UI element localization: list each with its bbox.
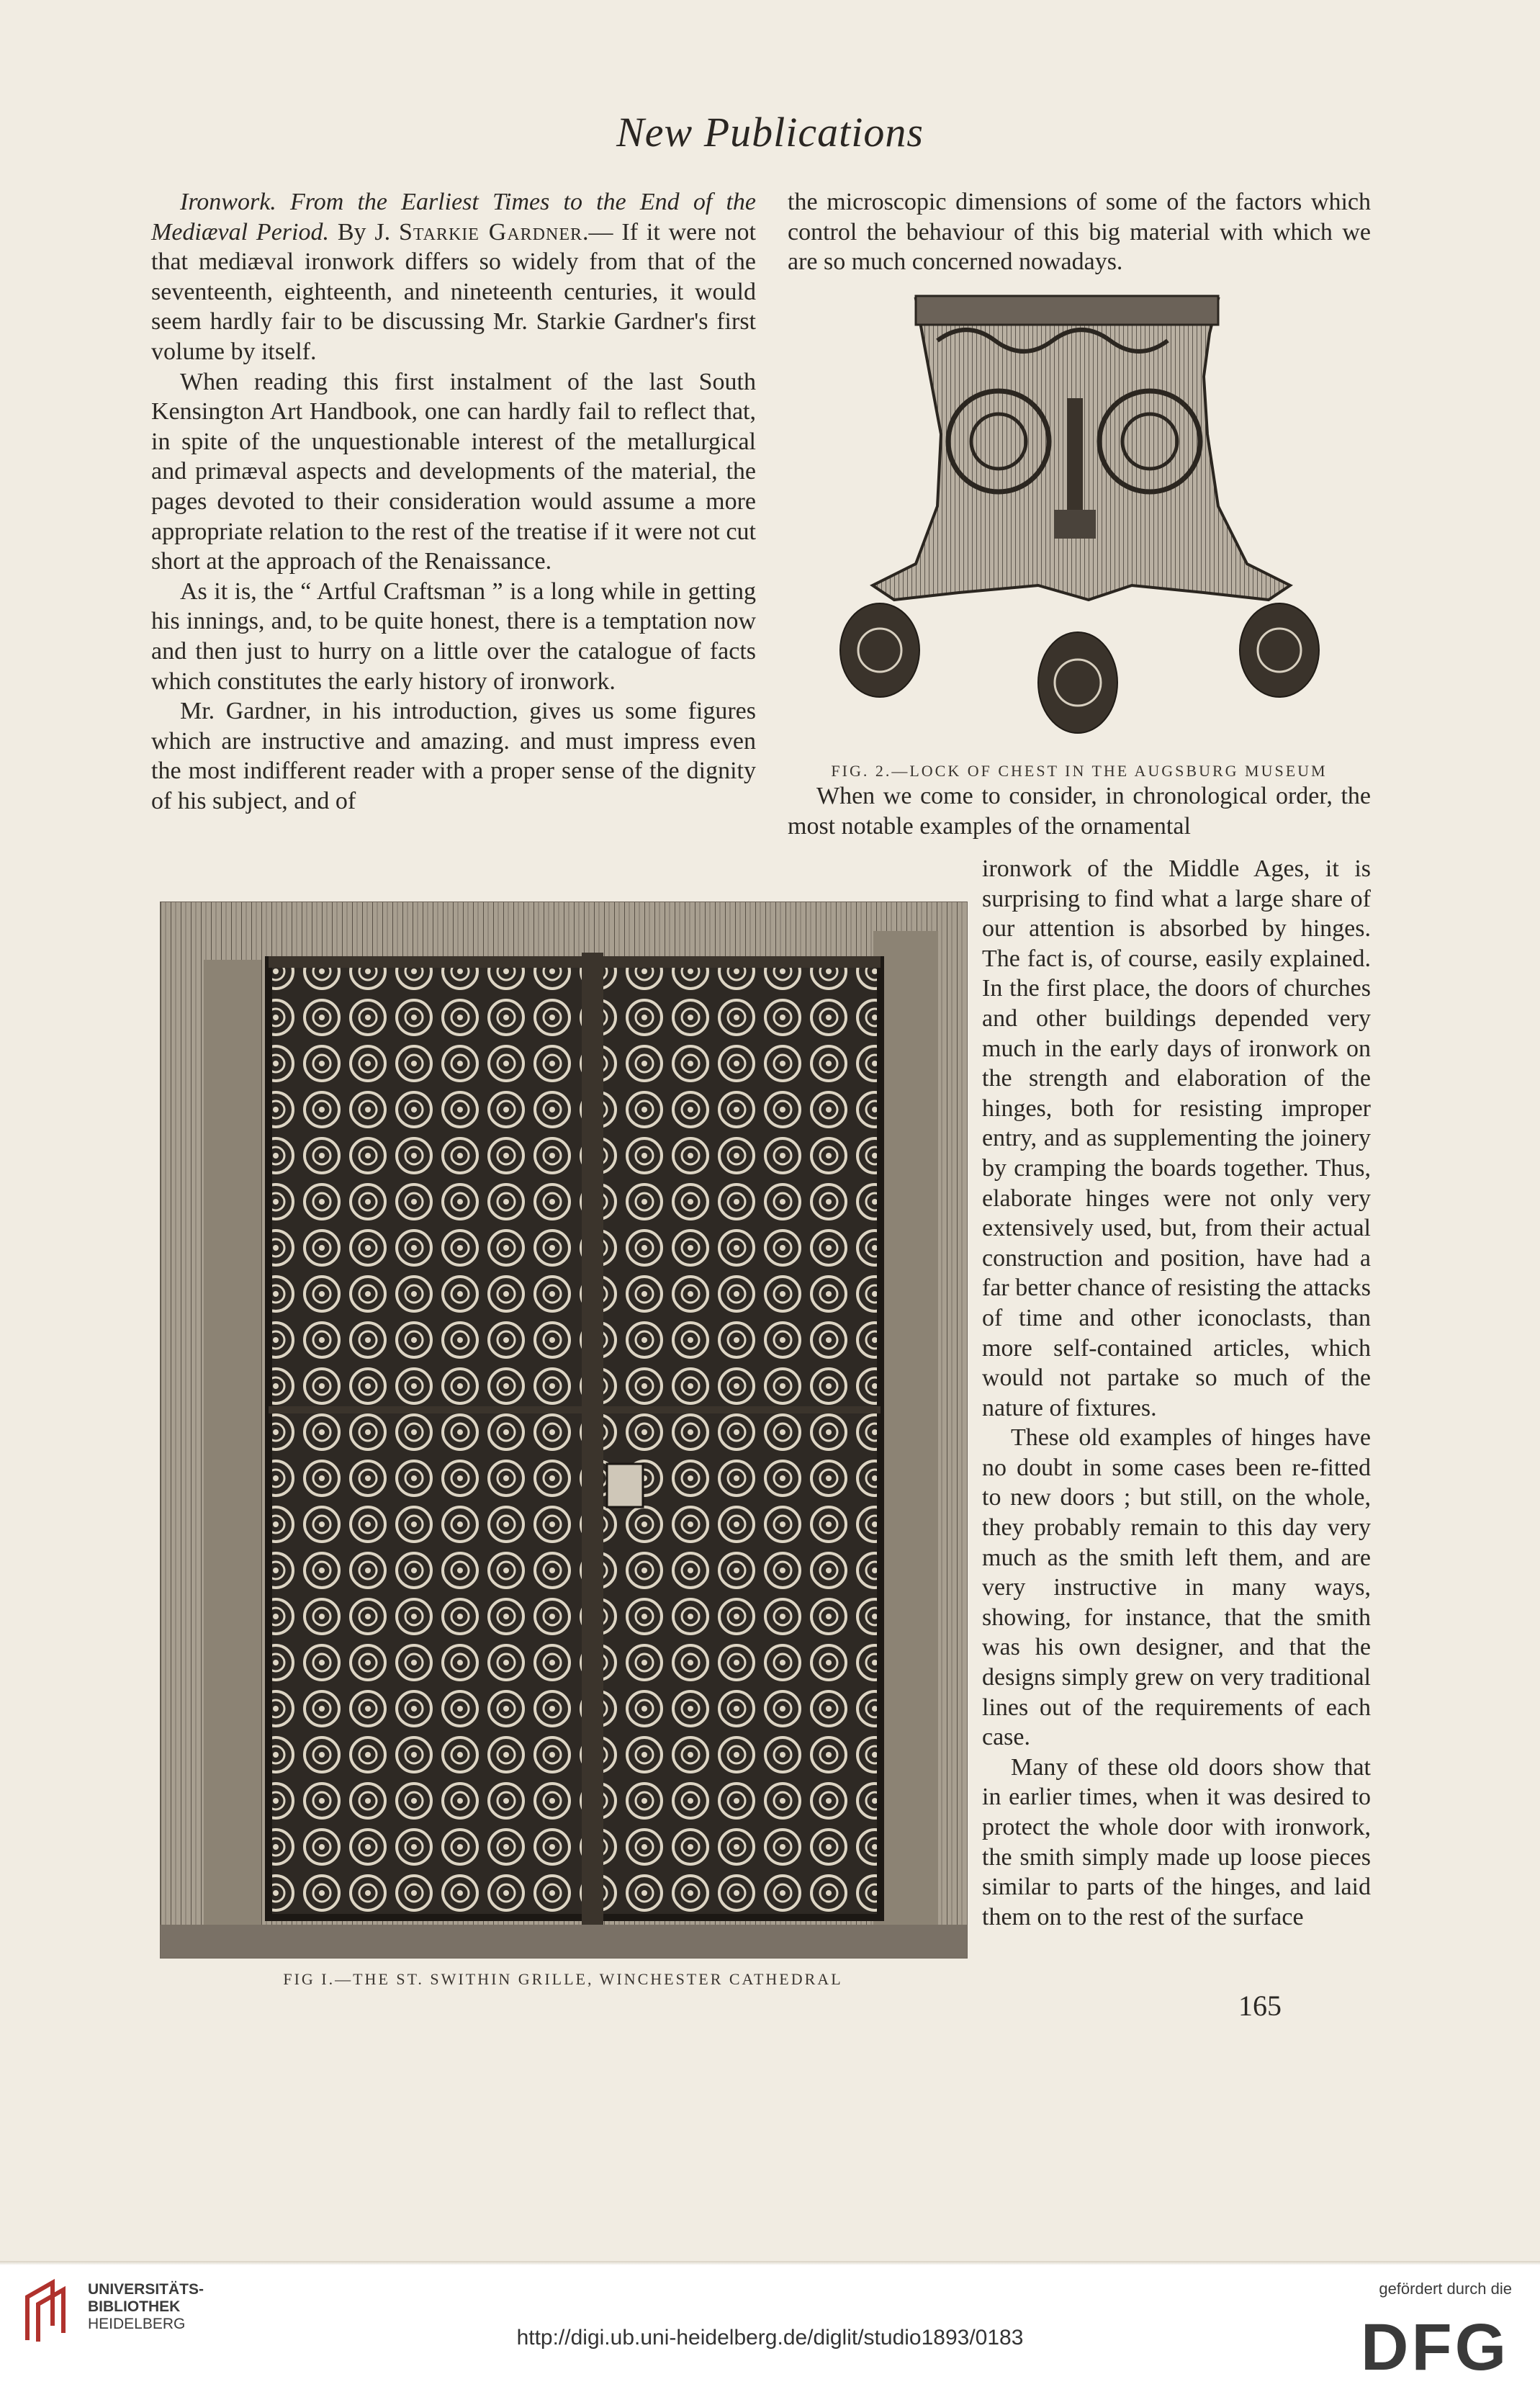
right-column-middle (788, 781, 1371, 841)
right-column-top (788, 187, 1371, 277)
chest-lock-illustration (829, 290, 1333, 755)
funding-label: gefördert durch die (1379, 2280, 1512, 2298)
dfg-logo: DFG (1361, 2311, 1510, 2384)
review-intro-paragraph (151, 187, 756, 367)
st-swithin-grille-engraving (160, 902, 968, 1959)
figure-1-caption: FIG I.—THE ST. SWITHIN GRILLE, WINCHESTER CATHEDRAL (283, 1970, 843, 1988)
left-column (151, 187, 756, 816)
author-name: Starkie Gardner (398, 218, 583, 246)
paragraph-continued: ironwork of the Middle Ages, it is surprising to find what a large share of our attention is absorbed by hinges. The fact is, of course, easily explained. In the first place, the doors of churches and other buildings depended very much in the early days of ironwork on the strength and elaboration of the hinges, both for resisting improper entry, and as supplementing the joinery by cramping the boards together. Thus, elaborate hinges were not only very extensively used, but, from their actual construction and position, have had a far better chance of resisting the attacks of time and other iconoclasts, than more self-contained articles, which would not partake so much of the nature of fixtures. (982, 855, 1371, 1421)
paragraph: When we come to consider, in chronological order, the most notable examples of the ornamental (788, 783, 1371, 840)
by-label: By J. (337, 218, 391, 246)
paragraph-continued: the microscopic dimensions of some of the factors which control the behaviour of this big material with which we are so much concerned nowadays. (788, 189, 1371, 276)
running-header: New Publications (616, 109, 924, 156)
book-title: Ironwork. (180, 189, 276, 215)
intro-text: .— If it were not that mediæval ironwork differs so widely from that of the seventeenth, eighteenth, and nineteenth centuries, it would seem hardly fair to be discussing Mr. Starkie Gardner's first volume by itself. (151, 218, 756, 365)
permalink-url[interactable]: http://digi.ub.uni-heidelberg.de/diglit/studio1893/0183 (516, 2326, 1024, 2350)
page-number: 165 (1238, 1989, 1282, 2022)
university-library-name: UNIVERSITÄTS- BIBLIOTHEK HEIDELBERG (88, 2281, 204, 2332)
paragraph: These old examples of hinges have no doubt in some cases been re-fitted to new doors ; but still, on the whole, they probably remain to this day very much as the smith left them, and are very instructive in many ways, showing, for instance, that the smith was his own designer, and that the designs simply grew on very traditional lines out of the requirements of each case. (982, 1424, 1371, 1751)
figure-2-caption: FIG. 2.—LOCK OF CHEST IN THE AUGSBURG MUSEUM (831, 762, 1328, 780)
book-subtitle: From the Earliest Times to the End of the Mediæval Period. (151, 189, 756, 246)
paragraph: Many of these old doors show that in earlier times, when it was desired to protect the whole door with ironwork, the smith simply made up loose pieces similar to parts of the hinges, and laid them on to the rest of the surface (982, 1753, 1371, 1930)
paragraph: As it is, the “ Artful Craftsman ” is a long while in getting his innings, and, to be quite honest, there is a temptation now and then just to hurry on a little over the catalogue of facts which constitutes the early history of ironwork. (151, 577, 756, 695)
paragraph: When reading this first instalment of the last South Kensington Art Handbook, one can hardly fail to reflect that, in spite of the unquestionable interest of the metallurgical and primæval aspects and developments of the material, the pages devoted to their consideration would assume a more appropriate relation to the rest of the treatise if it were not cut short at the approach of the Renaissance. (151, 368, 756, 575)
narrow-column (982, 854, 1371, 1932)
paragraph: Mr. Gardner, in his introduction, gives us some figures which are instructive and amazing. and must impress even the most indifferent reader with a proper sense of the dignity of his subject, and of (151, 698, 756, 814)
